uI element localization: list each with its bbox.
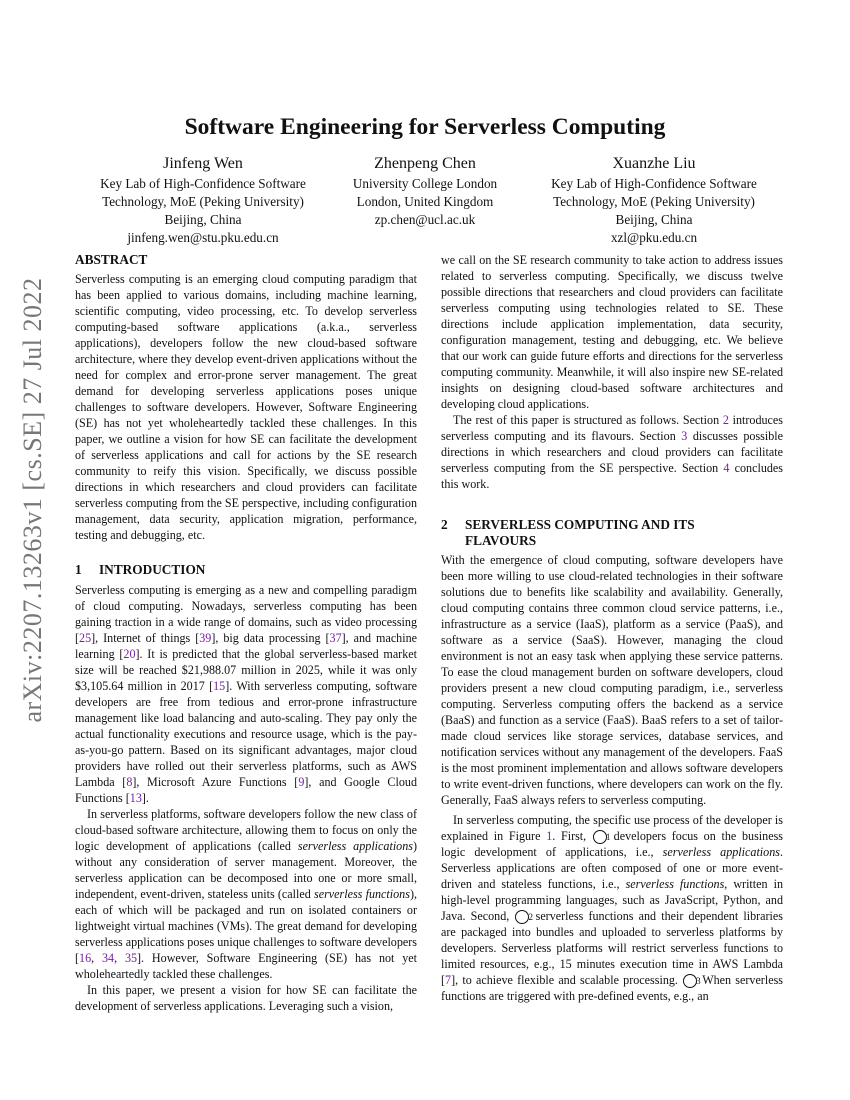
author-location: Beijing, China	[164, 212, 242, 227]
intro-paragraph-5: The rest of this paper is structured as follows. Section 2 introduces serverless computing and its flavours. Section 3 discusses possible directions in which researchers and cloud providers can facilitate serverless computing from the SE perspective. Section 4 concludes this work.	[441, 413, 783, 491]
section-title: INTRODUCTION	[99, 562, 206, 577]
step-2-marker: 2	[515, 910, 529, 924]
section-2-heading	[441, 517, 783, 549]
abstract-heading: ABSTRACT	[75, 252, 148, 267]
citation-link[interactable]: 25	[79, 631, 92, 645]
citation-link[interactable]: 8	[126, 775, 133, 789]
author-email[interactable]: xzl@pku.edu.cn	[610, 230, 698, 245]
author-location: London, United Kingdom	[356, 194, 494, 209]
author-block-2	[300, 153, 550, 229]
left-column	[75, 252, 417, 1014]
section-link[interactable]: 3	[681, 429, 688, 443]
section-2-paragraph-2: In serverless computing, the specific use process of the developer is explained in Figure 1. First, 1 developers focus on the business logic development of applications, i.e., serverless applications. Serverless applications are often composed of one or more event-driven and stateless functions, i.e., serverless functions, written in high-level programming languages, such as JavaScript, Python, and Java. Second, 2 serverless functions and their dependent libraries are packaged into bundles and uploaded to serverless platforms by developers. Serverless platforms will restrict serverless functions to limited resources, e.g., 15 minutes execution time in AWS Lambda [7], to achieve flexible and scalable processing. 3 When serverless functions are triggered with pre-defined events, e.g., an	[441, 813, 783, 1003]
author-email[interactable]: jinfeng.wen@stu.pku.edu.cn	[127, 230, 279, 245]
citation-link[interactable]: 9	[298, 775, 305, 789]
intro-paragraph-1: Serverless computing is emerging as a new and compelling paradigm of cloud computing. Nowadays, serverless computing has been gaining traction in a wide range of domains, such as video processing [25], Internet of things [39], big data processing [37], and machine learning [20]. It is predicted that the global serverless-based market size will be reached $21,988.07 million in 2025, while it was only $3,105.64 million in 2017 [15]. With serverless computing, software developers are free from tedious and error-prone infrastructure management like load balancing and auto-scaling. They pay only the actual functionality executions and resource usage, which is the pay-as-you-go pattern. Based on its significant advantages, major cloud providers have rolled out their serverless platforms, such as AWS Lambda [8], Microsoft Azure Functions [9], and Google Cloud Functions [13].	[75, 583, 418, 805]
author-name: Xuanzhe Liu	[612, 155, 696, 172]
author-affiliation: Technology, MoE (Peking University)	[102, 194, 304, 209]
right-column	[441, 252, 783, 1004]
citation-link[interactable]: 7	[445, 973, 452, 987]
section-1-heading	[75, 562, 417, 578]
author-affiliation: Key Lab of High-Confidence Software	[551, 176, 757, 191]
citation-link[interactable]: 35	[124, 951, 138, 965]
figure-link[interactable]: 1	[546, 829, 553, 843]
paper-title: Software Engineering for Serverless Computing	[184, 114, 666, 140]
author-block-3	[529, 153, 779, 247]
section-link[interactable]: 4	[723, 461, 730, 475]
author-affiliation: University College London	[352, 176, 498, 191]
author-location: Beijing, China	[615, 212, 693, 227]
section-title-continued: FLAVOURS	[465, 533, 537, 548]
intro-paragraph-2: In serverless platforms, software developers follow the new class of cloud-based software architecture, allowing them to focus on only the logic development of applications (called serverless applications) without any consideration of server management. Moreover, the serverless application can be decomposed into one or more small, independent, event-driven, stateless units (called serverless functions), each of which will be packaged and run on isolated containers or lightweight virtual machines (VMs). The great demand for developing serverless applications poses unique challenges to software developers [16, 34, 35]. However, Software Engineering (SE) has not yet wholeheartedly tackled these challenges.	[75, 807, 418, 981]
citation-link[interactable]: 37	[329, 631, 342, 645]
citation-link[interactable]: 15	[213, 679, 226, 693]
author-name: Jinfeng Wen	[163, 155, 243, 172]
author-email[interactable]: zp.chen@ucl.ac.uk	[374, 212, 476, 227]
section-2-paragraph-1: With the emergence of cloud computing, software developers have been more willing to use cloud-related technologies in their software solutions due to benefits like scalability and availability. Generally, cloud computing contains three common cloud service patterns, i.e., infrastructure as a service (IaaS), platform as a service (PaaS), and software as a service (SaaS). However, managing the cloud environment is not an easy task when applying these service patterns. To ease the cloud management burden on software developers, cloud providers present a new cloud computing paradigm, i.e., serverless computing. Serverless computing offers the backend as a service (BaaS) and function as a service (FaaS). BaaS refers to a set of tailor-made cloud services like storage services, database services, and notification services without any management of the developers. FaaS is the most prominent implementation and allows software developers to write event-driven functions, where developers can work on the fly. Generally, FaaS always refers to serverless computing.	[441, 553, 783, 807]
arxiv-identifier	[13, 277, 53, 723]
step-1-marker: 1	[593, 830, 607, 844]
section-number: 1	[75, 562, 82, 577]
section-number: 2	[441, 517, 448, 532]
section-title: SERVERLESS COMPUTING AND ITS	[465, 517, 695, 532]
author-affiliation: Key Lab of High-Confidence Software	[100, 176, 306, 191]
citation-link[interactable]: 13	[129, 791, 142, 805]
citation-link[interactable]: 16	[79, 951, 92, 965]
arxiv-id-text: arXiv:2207.13263v1 [cs.SE] 27 Jul 2022	[18, 277, 47, 723]
citation-link[interactable]: 20	[123, 647, 136, 661]
author-affiliation: Technology, MoE (Peking University)	[553, 194, 755, 209]
abstract-text: Serverless computing is an emerging cloud computing paradigm that has been applied to various domains, including machine learning, scientific computing, video processing, etc. To develop serverless computing-based software applications (a.k.a., serverless applications), developers follow the new cloud-based software architecture, where they develop event-driven applications without the need for complex and error-prone server management. The great demand for developing serverless applications poses unique challenges to software developers. However, Software Engineering (SE) has not yet wholeheartedly tackled these challenges. In this paper, we outline a vision for how SE can facilitate the development of serverless applications and call for actions by the SE research community to reify this vision. Specifically, we discuss possible directions in which researchers and cloud providers can facilitate serverless computing from the SE perspective, including configuration management, data security, application migration, performance, testing and debugging, etc.	[75, 272, 417, 542]
step-3-marker: 3	[683, 974, 697, 988]
author-name: Zhenpeng Chen	[374, 155, 476, 172]
intro-paragraph-3: In this paper, we present a vision for how SE can facilitate the development of serverless applications. Leveraging such a vision,	[75, 983, 417, 1013]
citation-link[interactable]: 39	[199, 631, 212, 645]
intro-paragraph-4: we call on the SE research community to take action to address issues related to serverless computing. Specifically, we discuss twelve possible directions that researchers and cloud providers can facilitate serverless computing using technologies related to SE. These directions include application implementation, data security, configuration management, testing and debugging, etc. We believe that our work can guide future efforts and directions for the serverless computing community. Meanwhile, it will also inspire new SE-related insights on designing cloud-based software architectures and developing cloud applications.	[441, 253, 783, 411]
author-block-1	[78, 153, 328, 247]
section-link[interactable]: 2	[722, 413, 729, 427]
citation-link[interactable]: 34	[101, 951, 115, 965]
